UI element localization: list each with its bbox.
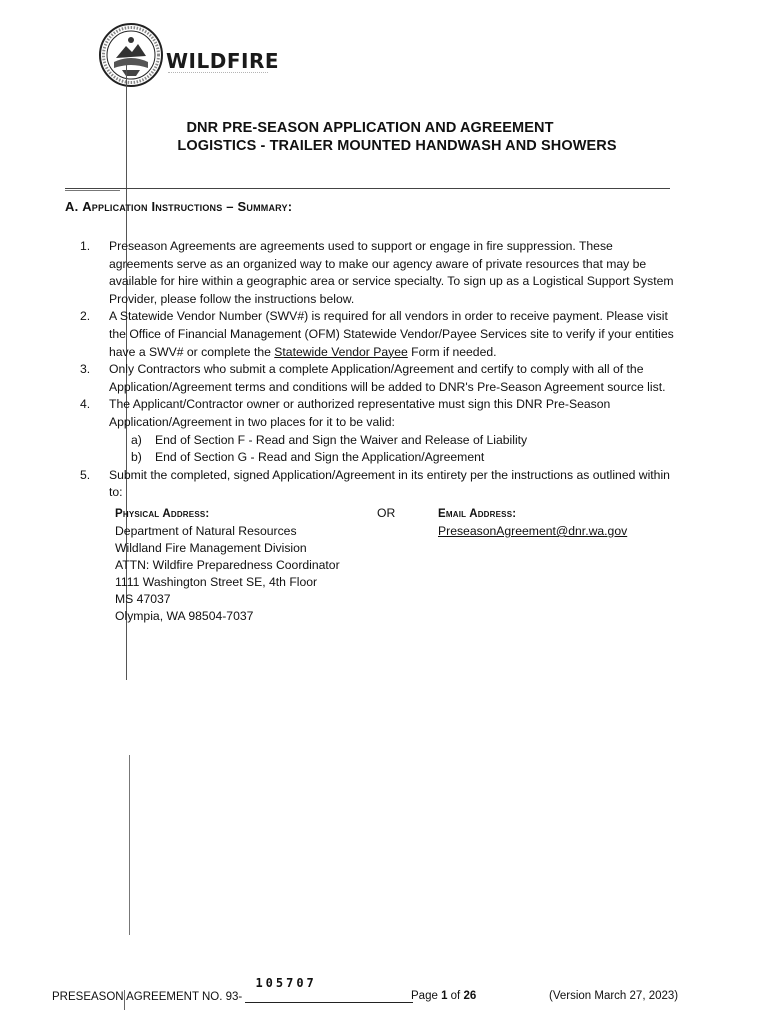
page-prefix: Page bbox=[411, 990, 442, 1002]
page-of: of bbox=[447, 990, 464, 1002]
email-address-label: Email Address: bbox=[438, 508, 517, 520]
list-item bbox=[80, 467, 680, 502]
agreement-number-value: 105707 bbox=[255, 976, 317, 990]
document-title-line1: DNR PRE-SEASON APPLICATION AND AGREEMENT bbox=[186, 120, 554, 136]
list-item-text: Submit the completed, signed Application/Agreement in its entirety per the instructions as outlined within to: bbox=[109, 467, 670, 500]
list-item-number: 2. bbox=[80, 309, 91, 324]
document-title-line2: LOGISTICS - TRAILER MOUNTED HANDWASH AND SHOWERS bbox=[177, 138, 617, 154]
sub-item-letter: b) bbox=[131, 450, 142, 465]
list-item-text bbox=[109, 308, 680, 361]
list-item-text-before: A Statewide Vendor Number (SWV#) is required for all vendors in order to receive payment. Please visit the Office of Financial Management (OFM) Statewide Vendor/Payee Services site to verify if your entities have a SWV# or complete the bbox=[109, 309, 674, 359]
brand-wordmark: WILDFIRE bbox=[166, 49, 280, 73]
list-item bbox=[80, 308, 680, 361]
address-line: Olympia, WA 98504-7037 bbox=[115, 609, 254, 623]
page-current: 1 bbox=[441, 990, 448, 1002]
section-title: Application Instructions – Summary: bbox=[82, 199, 293, 214]
list-item-text-after: Form if needed. bbox=[407, 344, 497, 359]
list-item-number: 1. bbox=[80, 239, 91, 253]
or-separator: OR bbox=[377, 506, 396, 520]
email-address-block bbox=[438, 506, 627, 540]
address-line: 1111 Washington Street SE, 4th Floor bbox=[115, 575, 318, 589]
list-item-number: 4. bbox=[80, 397, 91, 412]
physical-address-block bbox=[115, 506, 340, 625]
dnr-seal-logo bbox=[98, 22, 164, 88]
list-item-text: Preseason Agreements are agreements used to support or engage in fire suppression. These agreements serve as an organized way to make our agency aware of private resources that may be available for hire within a geographic area or service specialty. To sign up as a Logistical Support System Provider, please follow the instructions below. bbox=[109, 239, 674, 306]
physical-address-label: Physical Address: bbox=[115, 508, 210, 520]
page-total: 26 bbox=[463, 990, 477, 1002]
section-a-heading bbox=[65, 199, 292, 214]
scan-artifact-line bbox=[129, 755, 130, 935]
agreement-number-field bbox=[52, 976, 413, 1003]
sub-item-letter: a) bbox=[131, 432, 142, 447]
sub-list-item bbox=[109, 449, 680, 467]
list-item bbox=[80, 396, 680, 466]
section-letter: A. bbox=[65, 199, 79, 214]
brand-tagline-rule bbox=[168, 72, 268, 79]
version-label: (Version March 27, 2023) bbox=[549, 990, 679, 1002]
list-item-text bbox=[109, 396, 680, 466]
list-item-text-main: The Applicant/Contractor owner or authorized representative must sign this DNR Pre-Season Application/Agreement in two places for it to be valid: bbox=[109, 397, 611, 429]
email-address-link[interactable]: PreseasonAgreement@dnr.wa.gov bbox=[438, 524, 628, 538]
list-item bbox=[80, 361, 680, 396]
list-item-number: 3. bbox=[80, 362, 91, 377]
address-line: ATTN: Wildfire Preparedness Coordinator bbox=[115, 558, 340, 572]
address-line: Department of Natural Resources bbox=[115, 524, 297, 538]
agreement-number-blank bbox=[245, 976, 413, 1003]
sub-list-item bbox=[109, 432, 680, 450]
agreement-number-label: PRESEASON AGREEMENT NO. 93- bbox=[52, 991, 243, 1003]
statewide-vendor-payee-link[interactable]: Statewide Vendor Payee bbox=[274, 344, 408, 359]
list-item-number: 5. bbox=[80, 467, 91, 482]
address-line: MS 47037 bbox=[115, 592, 171, 606]
page-indicator bbox=[411, 990, 476, 1002]
list-item bbox=[80, 238, 680, 308]
title-divider-accent bbox=[65, 190, 120, 191]
title-divider bbox=[65, 188, 670, 189]
sub-item-text: End of Section G - Read and Sign the Application/Agreement bbox=[155, 450, 485, 465]
list-item-text: Only Contractors who submit a complete Application/Agreement and certify to comply with all of the Application/Agreement terms and conditions will be added to DNR's Pre-Season Agreement source list. bbox=[109, 362, 666, 394]
instructions-list bbox=[80, 238, 680, 502]
address-line: Wildland Fire Management Division bbox=[115, 541, 307, 555]
sub-item-text: End of Section F - Read and Sign the Waiver and Release of Liability bbox=[155, 432, 528, 447]
